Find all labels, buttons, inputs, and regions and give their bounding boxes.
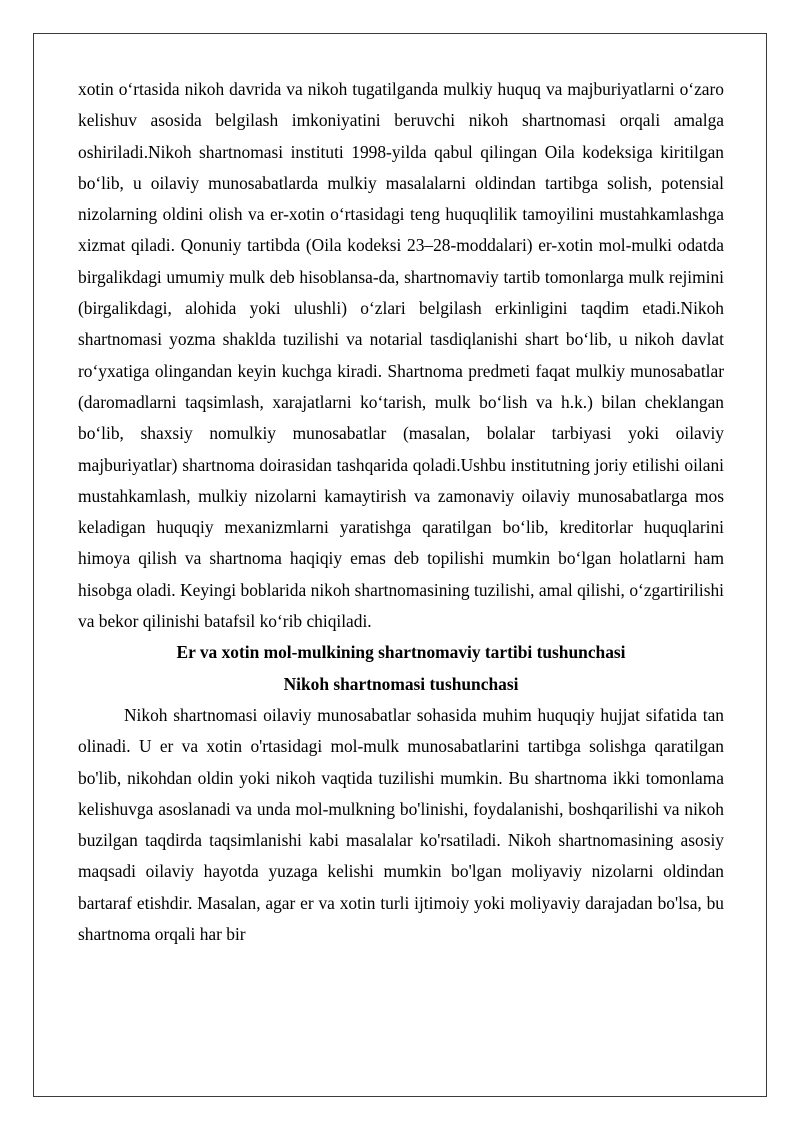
intro-paragraph: xotin oʻrtasida nikoh davrida va nikoh tugatilganda mulkiy huquq va majburiyatlarni oʻzaro kelishuv asosida belgilash imkoniyatini beruvchi nikoh shartnomasi orqali amalga oshiriladi.Nikoh shartnomasi instituti 1998-yilda qabul qilingan Oila kodeksiga kiritilgan boʻlib, u oilaviy munosabatlarda mulkiy masalalarni oldindan tartibga solish, potensial nizolarning oldini olish va er-xotin oʻrtasidagi teng huquqlilik tamoyilini mustahkamlashga xizmat qiladi. Qonuniy tartibda (Oila kodeksi 23–28-moddalari) er-xotin mol-mulki odatda birgalikdagi umumiy mulk deb hisoblansa-da, shartnomaviy tartib tomonlarga mulk rejimini (birgalikdagi, alohida yoki ulushli) oʻzlari belgilash erkinligini taqdim etadi.Nikoh shartnomasi yozma shaklda tuzilishi va notarial tasdiqlanishi shart boʻlib, u nikoh davlat roʻyxatiga olingandan keyin kuchga kiradi. Shartnoma predmeti faqat mulkiy munosabatlar (daromadlarni taqsimlash, xarajatlarni koʻtarish, mulk boʻlish va h.k.) bilan cheklangan boʻlib, shaxsiy nomulkiy munosabatlar (masalan, bolalar tarbiyasi yoki oilaviy majburiyatlar) shartnoma doirasidan tashqarida qoladi.Ushbu institutning joriy etilishi oilani mustahkamlash, mulkiy nizolarni kamaytirish va zamonaviy oilaviy munosabatlarga mos keladigan huquqiy mexanizmlarni yaratishga qaratilgan boʻlib, kreditorlar huquqlarini himoya qilish va shartnoma haqiqiy emas deb topilishi mumkin boʻlgan holatlarni ham hisobga oladi. Keyingi boblarida nikoh shartnomasining tuzilishi, amal qilishi, oʻzgartirilishi va bekor qilinishi batafsil koʻrib chiqiladi. <box>78 79 724 632</box>
subsection-heading: Nikoh shartnomasi tushunchasi <box>283 673 519 694</box>
body-paragraph: Nikoh shartnomasi oilaviy munosabatlar sohasida muhim huquqiy hujjat sifatida tan olinadi. U er va xotin o'rtasidagi mol-mulk munosabatlarini tartibga solishga qaratilgan bo'lib, nikohdan oldin yoki nikoh vaqtida tuzilishi mumkin. Bu shartnoma ikki tomonlama kelishuvga asoslanadi va unda mol-mulkning bo'linishi, foydalanishi, boshqarilishi va nikoh buzilgan taqdirda taqsimlanishi kabi masalalar ko'rsatiladi. Nikoh shartnomasining asosiy maqsadi oilaviy hayotda yuzaga kelishi mumkin bo'lgan moliyaviy nizolarni oldindan bartaraf etishdir. Masalan, agar er va xotin turli ijtimoiy yoki moliyaviy darajadan bo'lsa, bu shartnoma orqali har bir <box>78 704 724 945</box>
document-body <box>78 74 724 950</box>
section-heading: Er va xotin mol-mulkining shartnomaviy tartibi tushunchasi <box>176 642 626 663</box>
